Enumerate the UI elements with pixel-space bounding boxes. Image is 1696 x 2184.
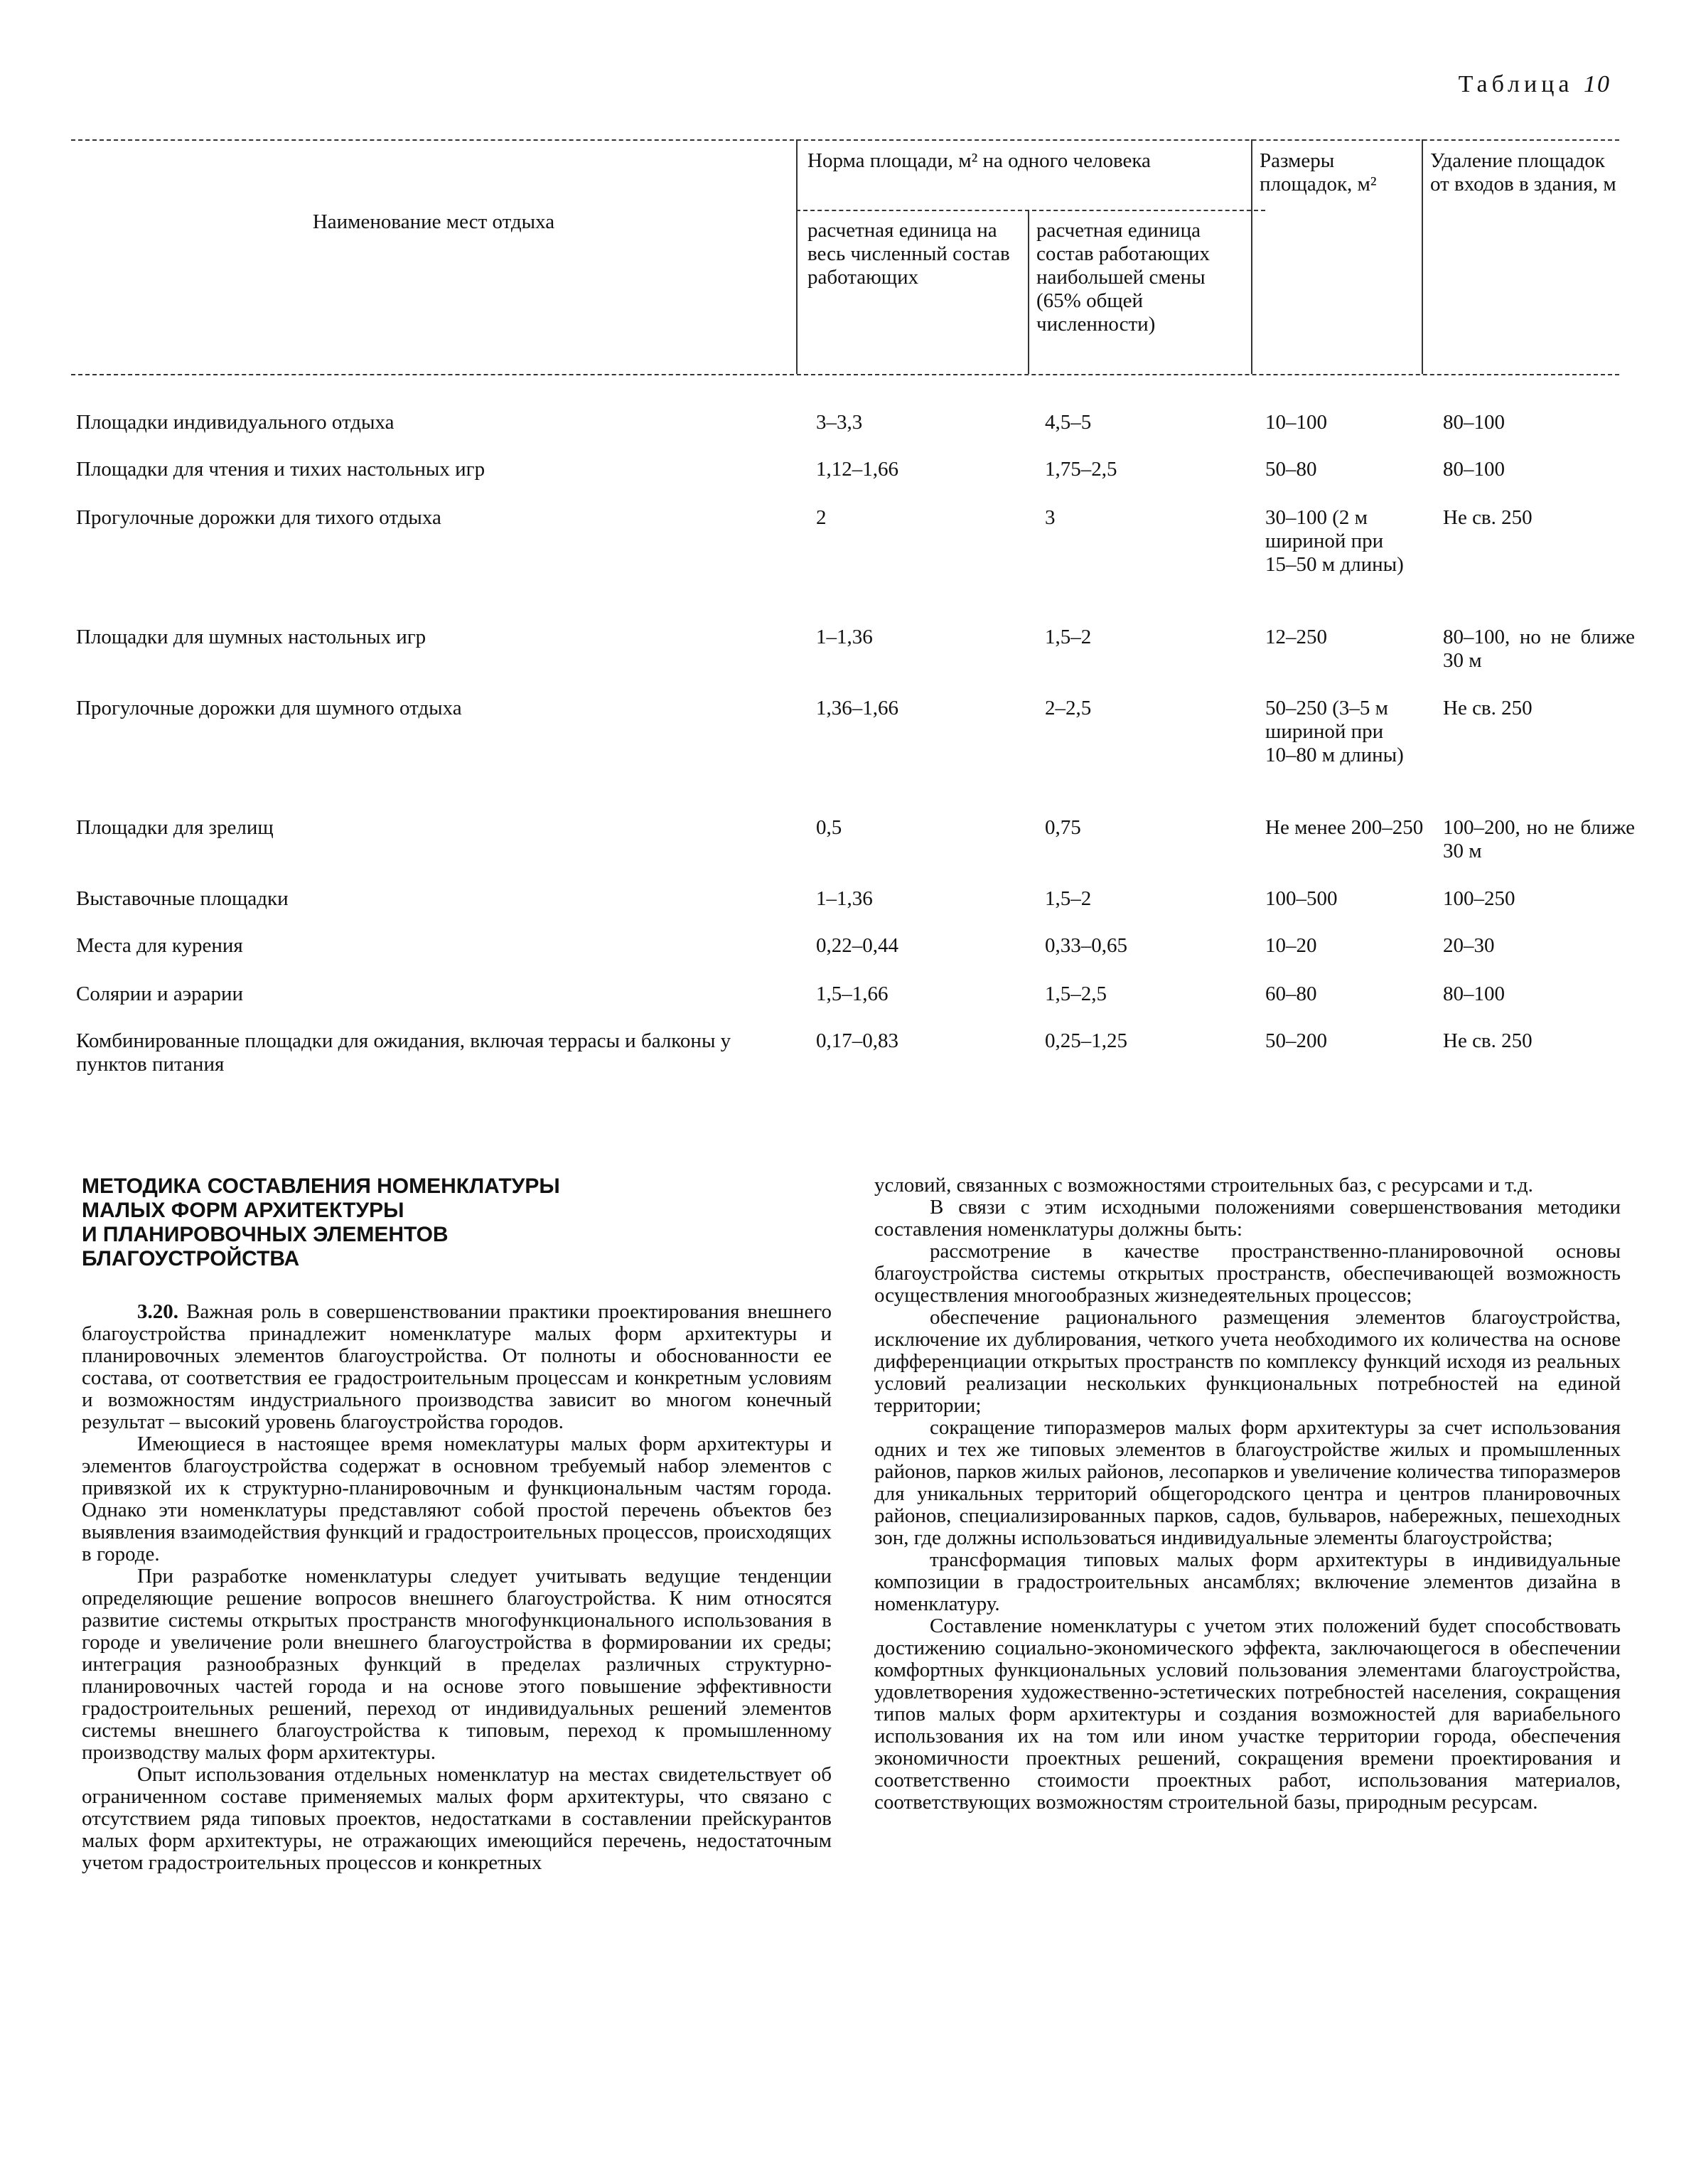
row-name: Комбинированные площадки для ожидания, включая террасы и балконы у пунктов питания: [76, 1029, 731, 1076]
paragraph-text: Важная роль в совершенствовании практики проектирования внешнего благоустройства принадлежит номенклатуре малых форм архитектуры и планировочных элементов благоустройства. От полноты и обоснованности ее состава, от соответствия ее градостроительным процессам и конкретным условиям и возможностям индустриального производства зависит во многом конечный результат – высокий уровень благоустройства городов.: [82, 1300, 832, 1433]
row-name: Прогулочные дорожки для тихого отдыха: [76, 506, 441, 529]
row-distance: 80–100: [1443, 411, 1505, 434]
table-label-number: 10: [1584, 71, 1611, 97]
row-size: 10–100: [1265, 411, 1327, 434]
row-size: 60–80: [1265, 983, 1317, 1005]
norm-sub-rule: [796, 210, 1265, 211]
row-norm-all: 3–3,3: [816, 411, 863, 434]
header-name-col: Наименование мест отдыха: [312, 210, 555, 233]
row-distance: 20–30: [1443, 934, 1495, 957]
row-name: Прогулочные дорожки для шумного отдыха: [76, 697, 462, 719]
left-column: [82, 1301, 832, 1874]
row-distance: 80–100: [1443, 983, 1505, 1005]
header-norm-group: Норма площади, м² на одного человека: [807, 149, 1151, 172]
table-vline-4: [1422, 139, 1423, 374]
row-size: 50–250 (3–5 м шириной при 10–80 м длины): [1265, 697, 1404, 766]
heading-line: БЛАГОУСТРОЙСТВА: [82, 1247, 300, 1270]
row-name: Выставочные площадки: [76, 887, 289, 910]
row-norm-all: 1–1,36: [816, 626, 873, 648]
row-name: Площадки для зрелищ: [76, 816, 274, 839]
row-distance: Не св. 250: [1443, 506, 1533, 529]
row-norm-shift: 0,75: [1045, 816, 1081, 839]
row-size: 30–100 (2 м шириной при 15–50 м длины): [1265, 506, 1404, 576]
paragraph-number: 3.20.: [137, 1300, 178, 1323]
row-distance: 100–200, но не ближе 30 м: [1443, 816, 1635, 862]
header-norm-sub2: расчетная единица состав работающих наибольшей смены (65% общей численности): [1036, 219, 1210, 336]
heading-line: И ПЛАНИРОВОЧНЫХ ЭЛЕМЕНТОВ: [82, 1223, 449, 1246]
row-norm-shift: 2–2,5: [1045, 697, 1092, 719]
table-header-bottom-rule: [71, 374, 1619, 375]
row-norm-shift: 3: [1045, 506, 1056, 529]
row-distance: 80–100, но не ближе 30 м: [1443, 626, 1635, 672]
row-size: Не менее 200–250: [1265, 816, 1424, 839]
row-norm-all: 0,22–0,44: [816, 934, 898, 957]
row-norm-shift: 1,5–2: [1045, 626, 1092, 648]
row-distance: 80–100: [1443, 458, 1505, 481]
table-top-rule: [71, 139, 1619, 141]
row-norm-shift: 0,25–1,25: [1045, 1029, 1127, 1052]
row-name: Места для курения: [76, 934, 243, 957]
heading-line: МЕТОДИКА СОСТАВЛЕНИЯ НОМЕНКЛАТУРЫ: [82, 1174, 560, 1198]
paragraph: При разработке номенклатуры следует учитывать ведущие тенденции определяющие решение вопросов внешнего благоустройства. К ним относятся развитие системы открытых пространств многофункционального использования в городе и увеличение роли внешнего благоустройства в формировании их среды; интеграция разнообразных функций в пределах различных структурно-планировочных частей города и на основе этого повышение эффективности градостроительных решений, переход от индивидуальных решений элементов системы внешнего благоустройства к типовым, переход к промышленному производству малых форм архитектуры.: [82, 1565, 832, 1764]
paragraph: В связи с этим исходными положениями совершенствования методики составления номенклатуры должны быть:: [874, 1196, 1621, 1241]
table-label-word: Таблица: [1458, 71, 1574, 97]
row-name: Площадки индивидуального отдыха: [76, 411, 395, 434]
header-norm-sub1: расчетная единица на весь численный состав работающих: [807, 219, 1010, 289]
row-name: Солярии и аэрарии: [76, 983, 244, 1005]
list-item: рассмотрение в качестве пространственно-планировочной основы благоустройства системы открытых пространств, обеспечивающей возможность осуществления многообразных жизнедеятельных процессов;: [874, 1240, 1621, 1307]
row-norm-all: 1,12–1,66: [816, 458, 898, 481]
row-norm-all: 1,5–1,66: [816, 983, 889, 1005]
row-norm-all: 2: [816, 506, 827, 529]
row-size: 50–80: [1265, 458, 1317, 481]
table-vline-1: [796, 139, 798, 374]
table-vline-3: [1251, 139, 1252, 374]
header-distance-col: Удаление площадок от входов в здания, м: [1430, 149, 1616, 196]
row-norm-all: 1,36–1,66: [816, 697, 898, 719]
row-distance: 100–250: [1443, 887, 1515, 910]
row-size: 12–250: [1265, 626, 1327, 648]
list-item: трансформация типовых малых форм архитектуры в индивидуальные композиции в градостроительных ансамблях; включение элементов дизайна в номенклатуру.: [874, 1548, 1621, 1615]
row-name: Площадки для чтения и тихих настольных игр: [76, 458, 485, 481]
header-size-col: Размеры площадок, м²: [1260, 149, 1377, 196]
row-norm-all: 0,5: [816, 816, 842, 839]
row-norm-shift: 4,5–5: [1045, 411, 1092, 434]
list-item: сокращение типоразмеров малых форм архитектуры за счет использования одних и тех же типовых элементов в благоустройстве жилых и промышленных районов, парков жилых районов, лесопарков и увеличение количества типоразмеров для уникальных территорий общегородского центра и центров планировочных районов, специализированных парков, садов, бульваров, набережных, пешеходных зон, где должны использоваться индивидуальные элементы благоустройства;: [874, 1416, 1621, 1549]
row-distance: Не св. 250: [1443, 697, 1533, 719]
paragraph: Имеющиеся в настоящее время номеклатуры малых форм архитектуры и элементов благоустройства содержат в основном требуемый набор элементов с привязкой их к структурно-планировочным и функциональным частям города. Однако эти номенклатуры представляют собой простой перечень объектов без выявления взаимодействия функций и градостроительных процессов, происходящих в городе.: [82, 1433, 832, 1565]
row-size: 100–500: [1265, 887, 1338, 910]
row-distance: Не св. 250: [1443, 1029, 1533, 1052]
row-name: Площадки для шумных настольных игр: [76, 626, 426, 648]
paragraph: Составление номенклатуры с учетом этих положений будет способствовать достижению социально-экономического эффекта, заключающегося в обеспечении комфортных функциональных условий пользования элементами благоустройства, удовлетворения художественно-эстетических потребностей населения, сокращения типов малых форм архитектуры и создания возможностей для вариабельного использования их на том или ином участке территории города, обеспечения экономичности проектных решений, сокращения времени проектирования и соответственно стоимости проектных работ, использования материалов, соответствующих возможностям строительной базы, природным ресурсам.: [874, 1615, 1621, 1814]
row-norm-shift: 0,33–0,65: [1045, 934, 1127, 957]
heading-line: МАЛЫХ ФОРМ АРХИТЕКТУРЫ: [82, 1199, 404, 1222]
paragraph: условий, связанных с возможностями строительных баз, с ресурсами и т.д.: [874, 1174, 1533, 1197]
row-norm-all: 0,17–0,83: [816, 1029, 898, 1052]
table-vline-2: [1028, 210, 1029, 374]
row-size: 50–200: [1265, 1029, 1327, 1052]
row-norm-shift: 1,5–2: [1045, 887, 1092, 910]
row-norm-all: 1–1,36: [816, 887, 873, 910]
row-norm-shift: 1,75–2,5: [1045, 458, 1117, 481]
row-norm-shift: 1,5–2,5: [1045, 983, 1107, 1005]
paragraph: Опыт использования отдельных номенклатур на местах свидетельствует об ограниченном составе применяемых малых форм архитектуры, что связано с отсутствием ряда типовых проектов, недостатками в составлении прейскурантов малых форм архитектуры, не отражающих имеющийся перечень, недостаточным учетом градостроительных процессов и конкретных: [82, 1763, 832, 1874]
paragraph: [82, 1301, 832, 1433]
list-item: обеспечение рационального размещения элементов благоустройства, исключение их дублирования, четкого учета необходимого их количества на основе дифференциации открытых пространств по комплексу функций исходя из реальных условий реализации нескольких функциональных потребностей на единой территории;: [874, 1306, 1621, 1417]
table-label: [1459, 71, 1611, 98]
row-size: 10–20: [1265, 934, 1317, 957]
section-heading: [82, 1174, 721, 1271]
right-column: [874, 1174, 1621, 1814]
